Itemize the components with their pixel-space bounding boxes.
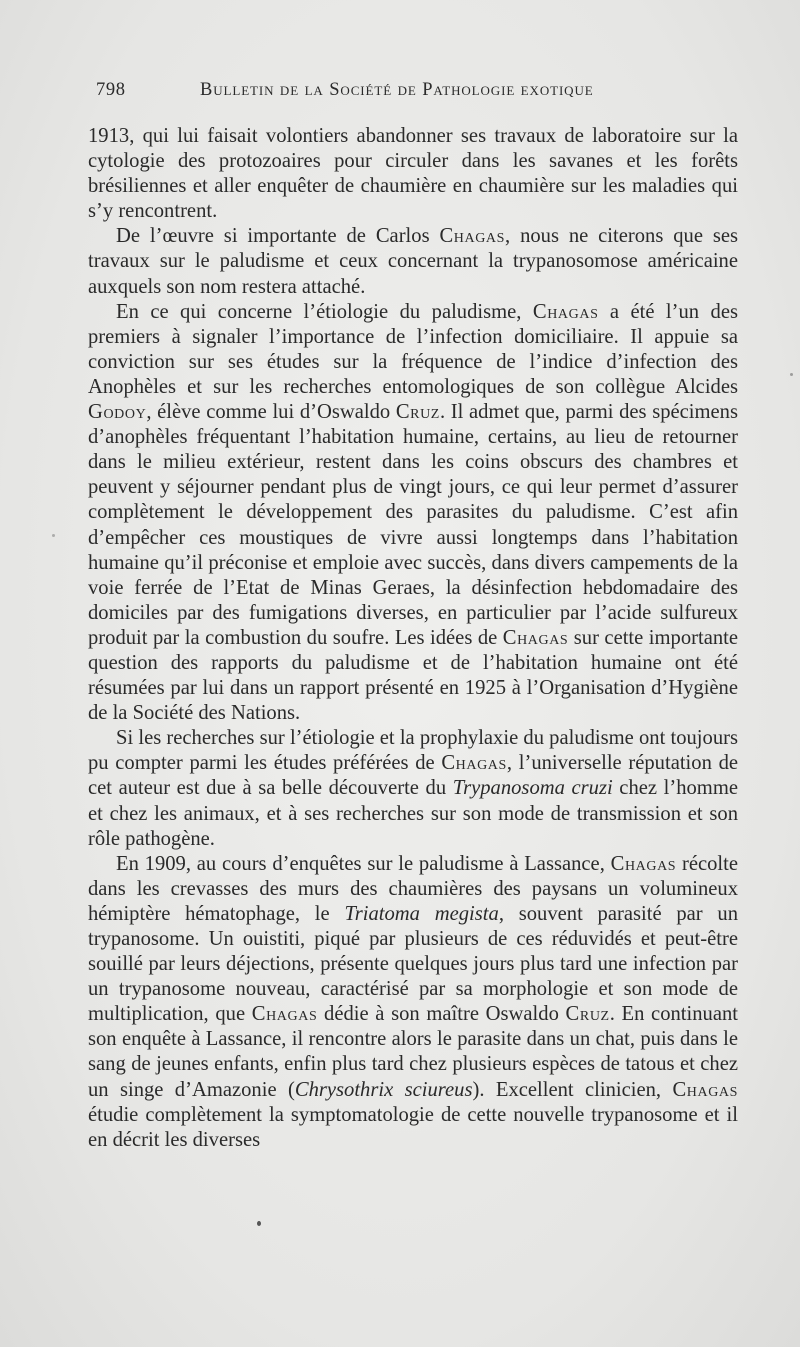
author-name: Chagas	[251, 1003, 318, 1026]
text-run: En 1909, au cours d’enquêtes sur le paludisme à Lassance,	[116, 852, 611, 875]
article-body	[88, 124, 738, 1153]
text-run: De l’œuvre si importante de Carlos	[116, 225, 440, 248]
text-run: ). Excellent clinicien,	[472, 1078, 673, 1101]
paragraph-5	[88, 852, 738, 1153]
text-run: , élève comme lui d’Oswaldo	[146, 401, 396, 424]
author-name: Chagas	[532, 300, 599, 323]
text-run: , nous ne citerons que ses travaux sur le paludisme et ceux concernant la trypanosomose américaine auxquels son nom restera attaché.	[88, 225, 739, 298]
species-name: Trypanosoma cruzi	[452, 777, 613, 800]
text-run: . Il admet que, parmi des spécimens d’anophèles fréquentant l’habitation humaine, certains, au lieu de retourner dans le milieu extérieur, restent dans les coins obscurs des chambres et peuvent y séjourner pendant plus de vingt jours, ce qui leur permet d’assurer complètement le développement des parasites du paludisme. C’est afin d’empêcher ces moustiques de vivre aussi longtemps dans l’habitation humaine qu’il préconise et emploie avec succès, dans divers campements de la voie ferrée de l’Etat de Minas Geraes, la désinfection hebdomadaire des domiciles par des fumigations diverses, en particulier par l’acide sulfureux produit par la combustion du soufre. Les idées de	[88, 401, 738, 649]
text-run: chez l’homme et chez les animaux, et à ses recherches sur son mode de transmission et son rôle pathogène.	[88, 777, 738, 850]
species-name: Chrysothrix sciureus	[294, 1078, 473, 1101]
paragraph-1	[88, 124, 738, 224]
text-run: 1913, qui lui faisait volontiers abandonner ses travaux de laboratoire sur la cytologie des protozoaires pour circuler dans les savanes et les forêts brésiliennes et aller enquêter de chaumière en chaumière sur les maladies qui s’y rencontrent.	[88, 125, 738, 223]
paragraph-4	[88, 726, 738, 851]
author-name: Chagas	[502, 626, 569, 649]
author-name: Chagas	[610, 852, 677, 875]
ink-speck	[257, 1221, 261, 1226]
author-name: Chagas	[439, 225, 506, 248]
species-name: Triatoma megista	[344, 902, 499, 925]
text-run: récolte dans les crevasses des murs des chaumières des paysans un volumineux hémiptère hématophage, le	[88, 852, 738, 925]
ink-speck	[790, 373, 793, 376]
text-run: En ce qui concerne l’étiologie du paludisme,	[116, 300, 533, 323]
text-run: dédie à son maître Oswaldo	[317, 1003, 566, 1026]
author-name: Cruz	[565, 1003, 610, 1026]
ink-speck	[52, 534, 55, 537]
page-header	[88, 80, 728, 110]
author-name: Chagas	[672, 1078, 739, 1101]
author-name: Chagas	[441, 752, 507, 775]
author-name: Godoy	[88, 401, 147, 424]
text-run: . En continuant son enquête à Lassance, il rencontre alors le parasite dans un chat, puis dans le sang de jeunes enfants, enfin plus tard chez plusieurs espèces de tatous et chez un singe d’Amazonie (	[88, 1003, 738, 1101]
text-run: sur cette importante question des rapports du paludisme et de l’habitation humaine ont été résumées par lui dans un rapport présenté en 1925 à l’Organisation d’Hygiène de la Société des Nations.	[88, 626, 738, 725]
paragraph-2	[88, 224, 738, 299]
text-run: Si les recherches sur l’étiologie et la prophylaxie du paludisme ont toujours pu compter parmi les études préférées de	[88, 727, 738, 775]
running-head: Bulletin de la Société de Pathologie exotique	[200, 80, 594, 100]
page-number: 798	[96, 80, 126, 100]
author-name: Cruz	[395, 401, 440, 424]
text-run: étudie complètement la symptomatologie de cette nouvelle trypanosome et il en décrit les diverses	[88, 1103, 738, 1151]
text-run: a été l’un des premiers à signaler l’importance de l’infection domiciliaire. Il appuie sa conviction sur ses études sur la fréquence de l’indice d’infection des Anophèles et sur les recherches entomologiques de son collègue Alcides	[88, 300, 738, 398]
text-run: , souvent parasité par un trypanosome. Un ouistiti, piqué par plusieurs de ces réduvidés et peut-être souillé par leurs déjections, présente quelques jours plus tard une infection par un trypanosome nouveau, caractérisé par sa morphologie et son mode de multiplication, que	[88, 902, 739, 1026]
text-run: , l’universelle réputation de cet auteur est due à sa belle découverte du	[88, 752, 739, 800]
paragraph-3	[88, 300, 738, 727]
